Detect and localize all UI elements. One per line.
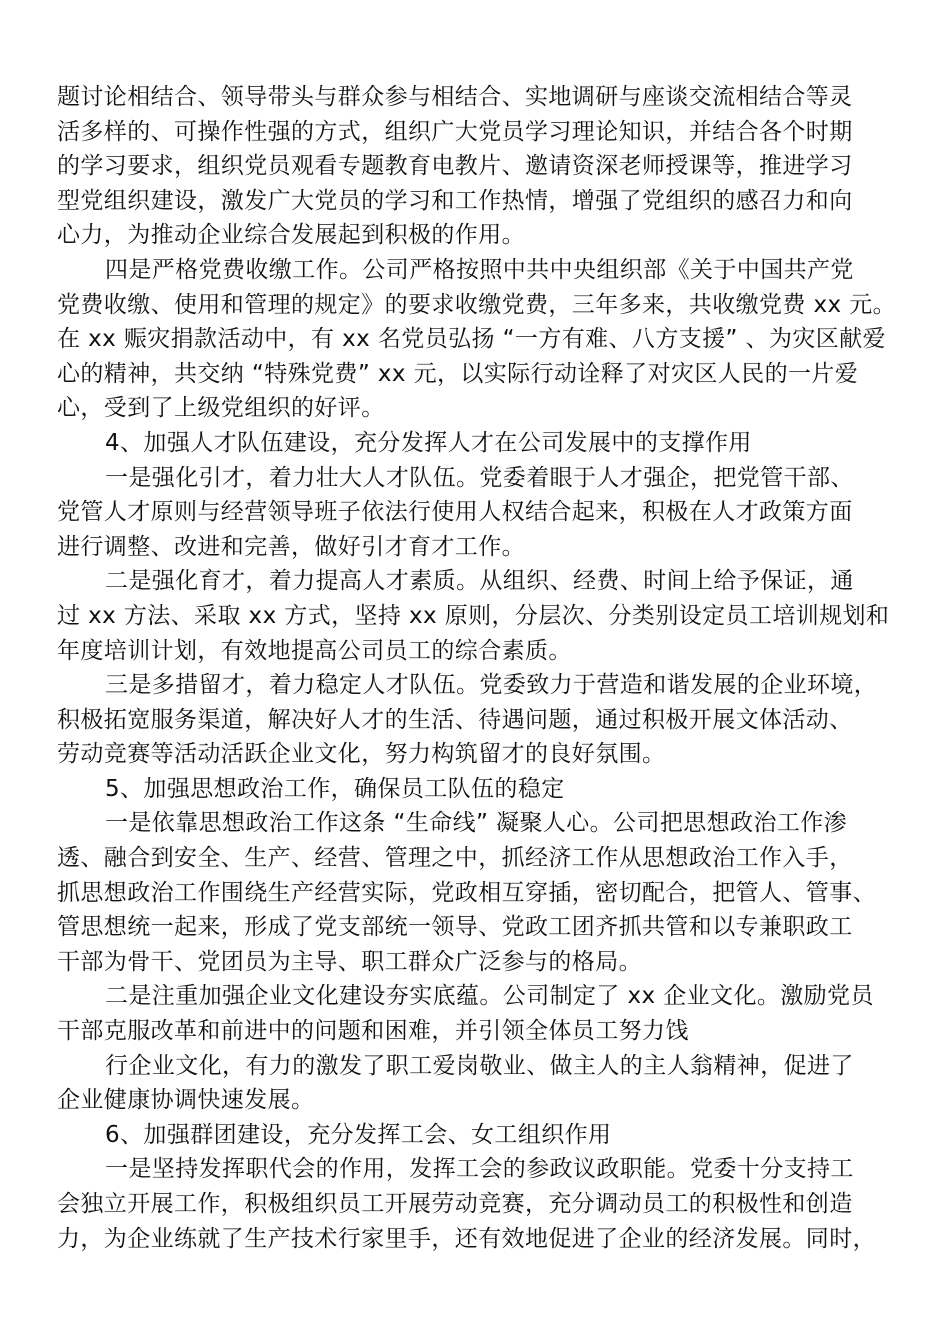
paragraph-line: 心力，为推动企业综合发展起到积极的作用。 xyxy=(57,222,525,249)
paragraph-line: 干部为骨干、党团员为主导、职工群众广泛参与的格局。 xyxy=(57,948,642,975)
paragraph-line: 劳动竞赛等活动活跃企业文化，努力构筑留才的良好氛围。 xyxy=(57,741,666,768)
paragraph-line: 心，受到了上级党组织的好评。 xyxy=(57,395,385,422)
paragraph-line: 管思想统一起来，形成了党支部统一领导、党政工团齐抓共管和以专兼职政工 xyxy=(57,914,853,941)
paragraph-first-line: 三是多措留才，着力稳定人才队伍。党委致力于营造和谐发展的企业环境， xyxy=(105,672,878,699)
paragraph-line: 型党组织建设，激发广大党员的学习和工作热情，增强了党组织的感召力和向 xyxy=(57,187,853,214)
paragraph-line: 力，为企业练就了生产技术行家里手，还有效地促进了企业的经济发展。同时， xyxy=(57,1225,876,1252)
paragraph-line: 党费收缴、使用和管理的规定》的要求收缴党费，三年多来，共收缴党费 xx 元。 xyxy=(57,291,897,318)
paragraph-first-line: 4、加强人才队伍建设，充分发挥人才在公司发展中的支撑作用 xyxy=(105,429,752,456)
paragraph-line: 过 xx 方法、采取 xx 方式，坚持 xx 原则，分层次、分类别设定员工培训规划和 xyxy=(57,602,890,629)
paragraph-line: 党管人才原则与经营领导班子依法行使用人权结合起来，积极在人才政策方面 xyxy=(57,499,853,526)
paragraph-line: 活多样的、可操作性强的方式，组织广大党员学习理论知识，并结合各个时期 xyxy=(57,118,853,145)
paragraph-first-line: 一是坚持发挥职代会的作用，发挥工会的参政议政职能。党委十分支持工 xyxy=(105,1156,854,1183)
document-body xyxy=(57,80,897,1256)
paragraph-line: 的学习要求，组织党员观看专题教育电教片、邀请资深老师授课等，推进学习 xyxy=(57,153,853,180)
paragraph-line: 心的精神，共交纳 “特殊党费” xx 元，以实际行动诠释了对灾区人民的一片爱 xyxy=(57,360,859,387)
paragraph-line: 积极拓宽服务渠道，解决好人才的生活、待遇问题，通过积极开展文体活动、 xyxy=(57,706,853,733)
paragraph-first-line: 5、加强思想政治工作，确保员工队伍的稳定 xyxy=(105,775,565,802)
paragraph-first-line: 一是依靠思想政治工作这条 “生命线” 凝聚人心。公司把思想政治工作渗 xyxy=(105,810,848,837)
paragraph-line: 企业健康协调快速发展。 xyxy=(57,1087,315,1114)
paragraph-first-line: 一是强化引才，着力壮大人才队伍。党委着眼于人才强企，把党管干部、 xyxy=(105,464,854,491)
paragraph-first-line: 二是注重加强企业文化建设夯实底蕴。公司制定了 xx 企业文化。激励党员 xyxy=(105,983,874,1010)
paragraph-line: 抓思想政治工作围绕生产经营实际，党政相互穿插，密切配合，把管人、管事、 xyxy=(57,879,876,906)
paragraph-first-line: 二是强化育才，着力提高人才素质。从组织、经费、时间上给予保证，通 xyxy=(105,568,854,595)
paragraph-line: 题讨论相结合、领导带头与群众参与相结合、实地调研与座谈交流相结合等灵 xyxy=(57,84,853,110)
paragraph-line: 透、融合到安全、生产、经营、管理之中，抓经济工作从思想政治工作入手， xyxy=(57,845,853,872)
paragraph-first-line: 6、加强群团建设，充分发挥工会、女工组织作用 xyxy=(105,1121,612,1148)
paragraph-first-line: 四是严格党费收缴工作。公司严格按照中共中央组织部《关于中国共产党 xyxy=(105,256,854,283)
paragraph-line: 年度培训计划，有效地提高公司员工的综合素质。 xyxy=(57,637,572,664)
paragraph-line: 会独立开展工作，积极组织员工开展劳动竞赛，充分调动员工的积极性和创造 xyxy=(57,1191,853,1217)
paragraph-line: 在 xx 赈灾捐款活动中，有 xx 名党员弘扬 “一方有难、八方支援” 、为灾区献爱 xyxy=(57,326,886,353)
paragraph-line: 进行调整、改进和完善，做好引才育才工作。 xyxy=(57,533,525,560)
paragraph-first-line: 行企业文化，有力的激发了职工爱岗敬业、做主人的主人翁精神，促进了 xyxy=(105,1052,854,1079)
paragraph-line: 干部克服改革和前进中的问题和困难，并引领全体员工努力饯 xyxy=(57,1018,689,1045)
